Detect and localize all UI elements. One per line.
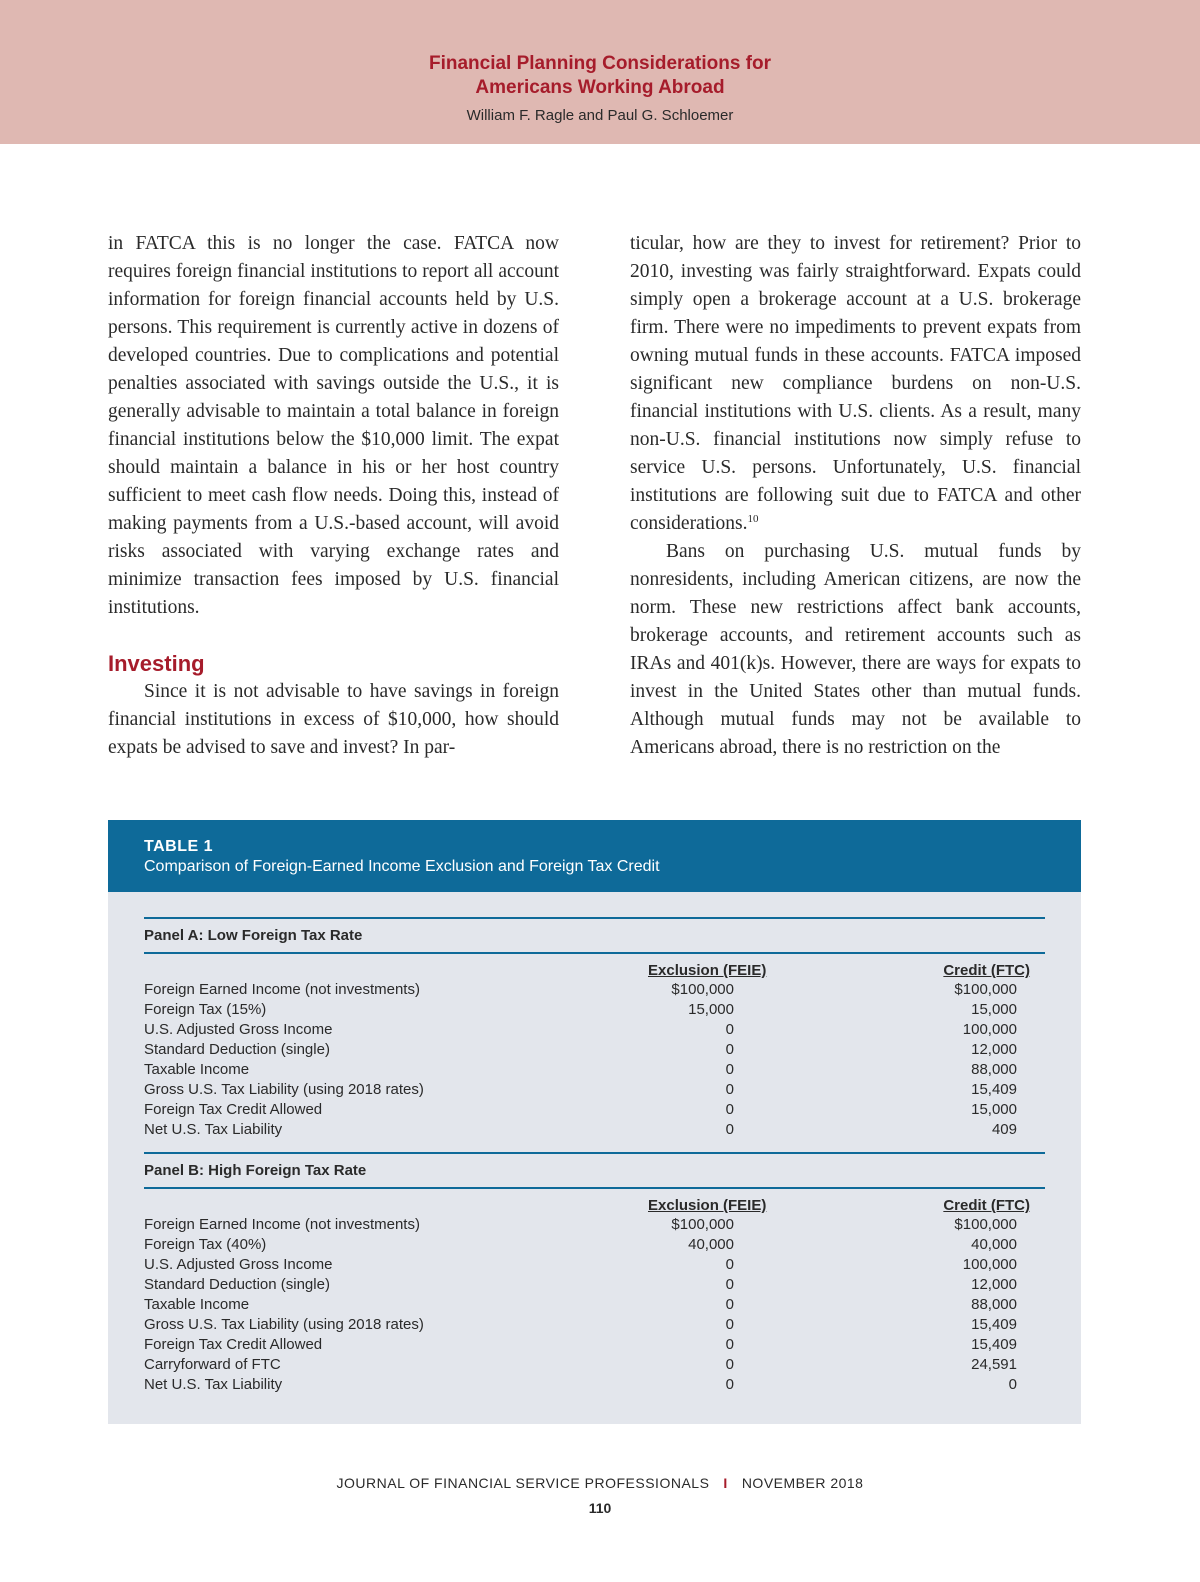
issue-date: NOVEMBER 2018	[741, 1475, 864, 1491]
footnote-reference[interactable]: 10	[747, 513, 759, 525]
table-row	[144, 1000, 1045, 1020]
row-label: Net U.S. Tax Liability	[144, 1376, 283, 1393]
right-paragraph-2: Bans on purchasing U.S. mutual funds by nonresidents, including American citizens, are now the norm. These new restrictions affect bank accounts, brokerage accounts, and retirement accounts such as IRAs and 401(k)s. However, there are ways for expats to invest in the United States other than mutual funds. Although mutual funds may not be available to Americans abroad, there is no restriction on the	[630, 541, 1081, 758]
panel-b	[144, 1152, 1045, 1395]
panel-a-header-credit: Credit (FTC)	[943, 962, 1030, 979]
table-row	[144, 1315, 1045, 1335]
exclusion-value: 0	[725, 1276, 734, 1293]
row-label: Foreign Earned Income (not investments)	[144, 981, 420, 998]
credit-value: 15,409	[971, 1336, 1017, 1353]
credit-value: 15,409	[971, 1316, 1017, 1333]
row-label: Standard Deduction (single)	[144, 1041, 330, 1058]
exclusion-value: 40,000	[688, 1236, 734, 1253]
table-row	[144, 1235, 1045, 1255]
row-label: Carryforward of FTC	[144, 1356, 281, 1373]
table-row	[144, 1100, 1045, 1120]
left-column	[108, 230, 559, 762]
right-paragraph-1-text: ticular, how are they to invest for retirement? Prior to 2010, investing was fairly straightforward. Expats could simply open a brokerage account at a U.S. brokerage firm. There were no impediments to prevent expats from owning mutual funds in these accounts. FATCA imposed significant new compliance burdens on non-U.S. financial institutions with U.S. clients. As a result, many non-U.S. financial institutions now simply refuse to service U.S. persons. Unfortunately, U.S. financial institutions are following suit due to FATCA and other considerations.	[630, 233, 1081, 534]
page-footer	[0, 1475, 1200, 1491]
panel-b-title: Panel B: High Foreign Tax Rate	[144, 1162, 367, 1179]
credit-value: 15,000	[971, 1101, 1017, 1118]
credit-value: 15,000	[971, 1001, 1017, 1018]
page-header	[0, 0, 1200, 144]
right-paragraph-1	[630, 230, 1081, 538]
credit-value: 12,000	[971, 1041, 1017, 1058]
row-label: Foreign Tax (40%)	[144, 1236, 267, 1253]
credit-value: 88,000	[971, 1296, 1017, 1313]
exclusion-value: 0	[725, 1296, 734, 1313]
row-label: Net U.S. Tax Liability	[144, 1121, 283, 1138]
row-label: Foreign Tax Credit Allowed	[144, 1336, 323, 1353]
exclusion-value: 0	[725, 1376, 734, 1393]
credit-value: $100,000	[954, 1216, 1017, 1233]
panel-a-rows	[144, 980, 1045, 1140]
table-row	[144, 1020, 1045, 1040]
comparison-table	[108, 820, 1081, 1424]
panel-b-header-credit: Credit (FTC)	[943, 1197, 1030, 1214]
panel-a-title-rule	[144, 952, 1045, 954]
row-label: Gross U.S. Tax Liability (using 2018 rates)	[144, 1316, 424, 1333]
credit-value: 15,409	[971, 1081, 1017, 1098]
credit-value: 12,000	[971, 1276, 1017, 1293]
journal-name: JOURNAL OF FINANCIAL SERVICE PROFESSIONALS	[336, 1475, 710, 1491]
table-row	[144, 1335, 1045, 1355]
table-row	[144, 1040, 1045, 1060]
table-caption: Comparison of Foreign-Earned Income Exclusion and Foreign Tax Credit	[144, 858, 660, 875]
exclusion-value: 0	[725, 1101, 734, 1118]
left-paragraph-2: Since it is not advisable to have savings in foreign financial institutions in excess of $10,000, how should expats be advised to save and invest? In par-	[108, 681, 559, 758]
credit-value: $100,000	[954, 981, 1017, 998]
page-number: 110	[588, 1500, 612, 1516]
exclusion-value: 0	[725, 1336, 734, 1353]
exclusion-value: 0	[725, 1256, 734, 1273]
credit-value: 100,000	[962, 1256, 1017, 1273]
table-row	[144, 1120, 1045, 1140]
panel-a-column-headers	[144, 962, 1045, 980]
table-row	[144, 1080, 1045, 1100]
row-label: Taxable Income	[144, 1061, 250, 1078]
row-label: Gross U.S. Tax Liability (using 2018 rates)	[144, 1081, 424, 1098]
credit-value: 40,000	[971, 1236, 1017, 1253]
table-header-bar	[108, 820, 1081, 892]
table-label: TABLE 1	[144, 838, 213, 855]
credit-value: 100,000	[962, 1021, 1017, 1038]
exclusion-value: 0	[725, 1081, 734, 1098]
exclusion-value: 0	[725, 1041, 734, 1058]
row-label: Foreign Tax (15%)	[144, 1001, 267, 1018]
row-label: Foreign Tax Credit Allowed	[144, 1101, 323, 1118]
credit-value: 0	[1008, 1376, 1017, 1393]
table-row	[144, 1060, 1045, 1080]
panel-b-header-exclusion: Exclusion (FEIE)	[648, 1197, 767, 1214]
table-row	[144, 980, 1045, 1000]
row-label: U.S. Adjusted Gross Income	[144, 1256, 333, 1273]
article-title-line-2: Americans Working Abroad	[475, 77, 725, 98]
panel-a-header-exclusion: Exclusion (FEIE)	[648, 962, 767, 979]
exclusion-value: 0	[725, 1021, 734, 1038]
exclusion-value: 0	[725, 1121, 734, 1138]
left-paragraph-1: in FATCA this is no longer the case. FATCA now requires foreign financial institutions to report all account information for foreign financial accounts held by U.S. persons. This requirement is currently active in dozens of developed countries. Due to complications and potential penalties associated with savings outside the U.S., it is generally advisable to maintain a total balance in foreign financial institutions below the $10,000 limit. The expat should maintain a balance in his or her host country sufficient to meet cash flow needs. Doing this, instead of making payments from a U.S.-based account, will avoid risks associated with varying exchange rates and minimize transaction fees imposed by U.S. financial institutions.	[108, 233, 559, 618]
panel-b-title-rule	[144, 1187, 1045, 1189]
row-label: U.S. Adjusted Gross Income	[144, 1021, 333, 1038]
exclusion-value: 15,000	[688, 1001, 734, 1018]
credit-value: 24,591	[971, 1356, 1017, 1373]
exclusion-value: $100,000	[671, 981, 734, 998]
panel-b-column-headers	[144, 1197, 1045, 1215]
table-row	[144, 1215, 1045, 1235]
table-row	[144, 1295, 1045, 1315]
panel-a-title: Panel A: Low Foreign Tax Rate	[144, 927, 363, 944]
article-authors: William F. Ragle and Paul G. Schloemer	[466, 107, 734, 124]
section-heading-investing: Investing	[108, 651, 205, 676]
right-column	[630, 230, 1081, 762]
panel-a	[144, 917, 1045, 1140]
row-label: Taxable Income	[144, 1296, 250, 1313]
article-title-line-1: Financial Planning Considerations for	[428, 53, 772, 74]
credit-value: 409	[991, 1121, 1017, 1138]
row-label: Standard Deduction (single)	[144, 1276, 330, 1293]
row-label: Foreign Earned Income (not investments)	[144, 1216, 420, 1233]
exclusion-value: $100,000	[671, 1216, 734, 1233]
footer-separator: I	[723, 1475, 728, 1491]
exclusion-value: 0	[725, 1316, 734, 1333]
table-row	[144, 1355, 1045, 1375]
table-row	[144, 1275, 1045, 1295]
panel-b-rows	[144, 1215, 1045, 1395]
table-row	[144, 1255, 1045, 1275]
exclusion-value: 0	[725, 1356, 734, 1373]
article-title	[0, 52, 1200, 100]
credit-value: 88,000	[971, 1061, 1017, 1078]
table-row	[144, 1375, 1045, 1395]
exclusion-value: 0	[725, 1061, 734, 1078]
